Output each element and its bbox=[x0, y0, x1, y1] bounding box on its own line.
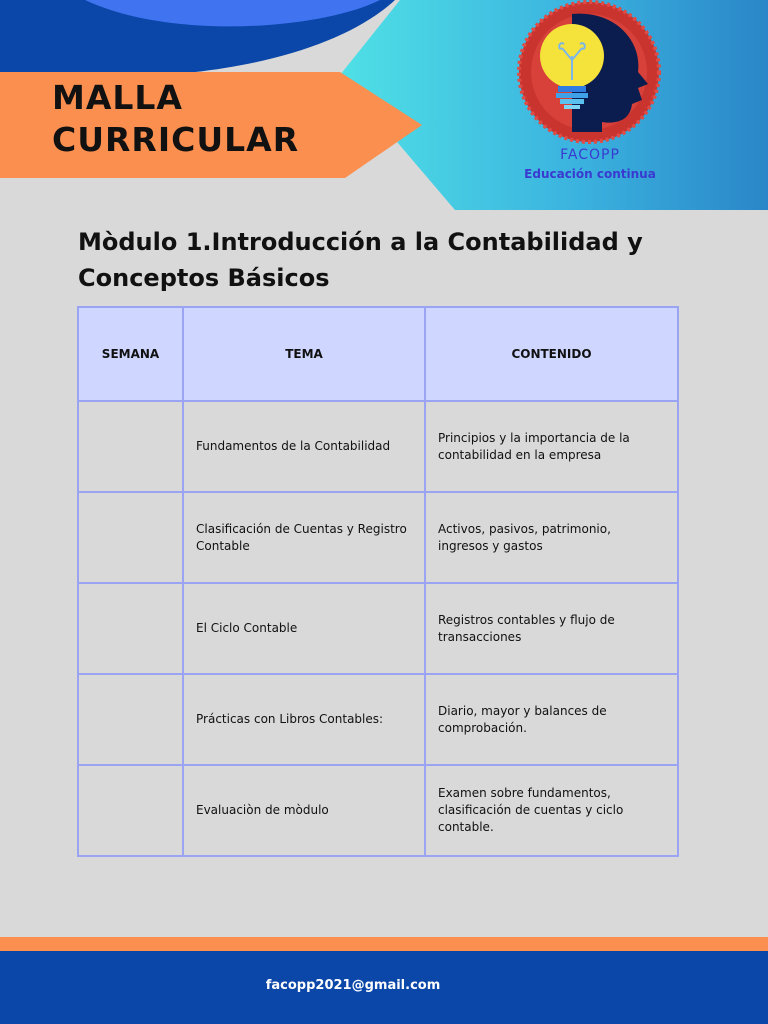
banner-title: MALLA CURRICULAR bbox=[52, 78, 300, 159]
semana-cell bbox=[78, 583, 183, 674]
tema-cell: Clasificación de Cuentas y Registro Contable bbox=[183, 492, 425, 583]
header-contenido: CONTENIDO bbox=[425, 307, 678, 401]
module-title: Mòdulo 1.Introducción a la Contabilidad y Conceptos Básicos bbox=[78, 228, 643, 292]
semana-cell bbox=[78, 765, 183, 856]
tema-cell: Prácticas con Libros Contables: bbox=[183, 674, 425, 765]
table-row bbox=[78, 765, 678, 856]
contenido-cell: Activos, pasivos, patrimonio, ingresos y gastos bbox=[425, 492, 678, 583]
table-header-row bbox=[78, 307, 678, 401]
table-row bbox=[78, 583, 678, 674]
contenido-cell: Diario, mayor y balances de comprobación. bbox=[425, 674, 678, 765]
brand-name: FACOPP bbox=[560, 147, 620, 163]
contenido-cell: Examen sobre fundamentos, clasificación de cuentas y ciclo contable. bbox=[425, 765, 678, 856]
tema-cell: Fundamentos de la Contabilidad bbox=[183, 401, 425, 492]
footer-stripe bbox=[0, 937, 768, 951]
footer-email-link[interactable]: facopp2021@gmail.com bbox=[265, 978, 441, 993]
curriculum-table bbox=[77, 306, 679, 857]
semana-cell bbox=[78, 401, 183, 492]
table-row bbox=[78, 492, 678, 583]
table-row bbox=[78, 674, 678, 765]
contenido-cell: Principios y la importancia de la contabilidad en la empresa bbox=[425, 401, 678, 492]
facopp-logo bbox=[502, 0, 676, 145]
brand-tagline: Educación continua bbox=[524, 167, 656, 181]
logo-emblem-icon bbox=[502, 0, 676, 145]
header-semana: SEMANA bbox=[78, 307, 183, 401]
semana-cell bbox=[78, 674, 183, 765]
tema-cell: El Ciclo Contable bbox=[183, 583, 425, 674]
semana-cell bbox=[78, 492, 183, 583]
header-tema: TEMA bbox=[183, 307, 425, 401]
tema-cell: Evaluaciòn de mòdulo bbox=[183, 765, 425, 856]
contenido-cell: Registros contables y flujo de transacciones bbox=[425, 583, 678, 674]
table-row bbox=[78, 401, 678, 492]
